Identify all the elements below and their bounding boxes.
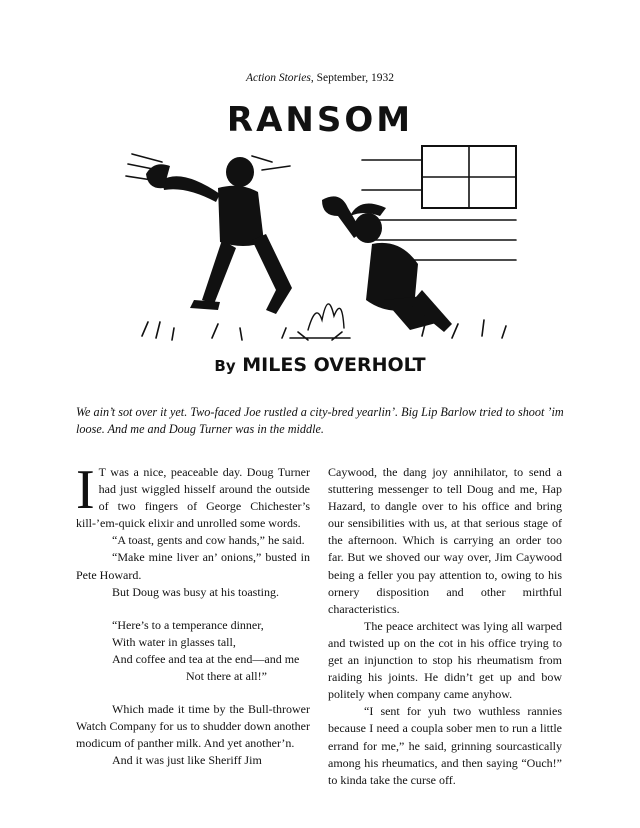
- paragraph: And it was just like Sheriff Jim: [112, 753, 262, 768]
- story-lede: We ain’t sot over it yet. Two-faced Joe rustled a city-bred yearlin’. Big Lip Barlow tried to shoot ’im loose. And me and Doug Turner was in the middle.: [76, 405, 564, 436]
- paragraph: Caywood, the dang joy annihilator, to send a stuttering messenger to tell Doug and me, Hap Hazard, to dangle over to his office and bring our sensibilities with us, at that serious stage of the afternoon. Which is carrying an order too far. But we shoved our way over, Jim Caywood being a feller you pay attention to, owing to his ornery disposition and other mirthful characteristics.: [328, 465, 562, 616]
- drop-cap: I: [76, 459, 95, 521]
- verse-line: Not there at all!”: [186, 669, 267, 684]
- verse-line: And coffee and tea at the end—and me: [112, 651, 300, 666]
- publication-date: , September, 1932: [310, 72, 395, 84]
- toast-verse: [112, 617, 310, 685]
- story-title: RANSOM: [226, 100, 414, 140]
- story-illustration: [122, 140, 518, 346]
- paragraph: I T was a nice, peaceable day. Doug Turner had just wiggled hisself around the outside of two fingers of George Chichester’s kill-’em-quick elixir and unrolled some words.: [76, 459, 310, 531]
- byline-by: By: [214, 357, 236, 375]
- author-name: MILES OVERHOLT: [242, 354, 426, 376]
- paragraph: “A toast, gents and cow hands,” he said.: [112, 533, 305, 548]
- publication-name: Action Stories: [245, 72, 311, 84]
- left-column: [76, 459, 310, 770]
- right-column: [328, 464, 562, 789]
- paragraph: “I sent for yuh two wuthless rannies because I need a coupla sober men to run a little errand for me,” he said, grinning sourcastically among his rheumatics, and then saying “Ouch!” to kinda take the curse off.: [328, 704, 562, 787]
- source-line: [0, 72, 640, 84]
- paragraph: Which made it time by the Bull-thrower Watch Company for us to shudder down another modicum of panther milk. And yet another’n.: [76, 702, 310, 751]
- paragraph: The peace architect was lying all warped and twisted up on the cot in his office trying to get an injunction to stop his rheumatism from raiding his joints. He didn’t get up and bow politely when company came anyhow.: [328, 618, 562, 702]
- verse-line: “Here’s to a temperance dinner,: [112, 617, 264, 632]
- paragraph: “Make mine liver an’ onions,” busted in Pete Howard.: [76, 550, 310, 582]
- byline: [0, 354, 640, 376]
- verse-line: With water in glasses tall,: [112, 634, 236, 649]
- paragraph: But Doug was busy at his toasting.: [112, 584, 279, 599]
